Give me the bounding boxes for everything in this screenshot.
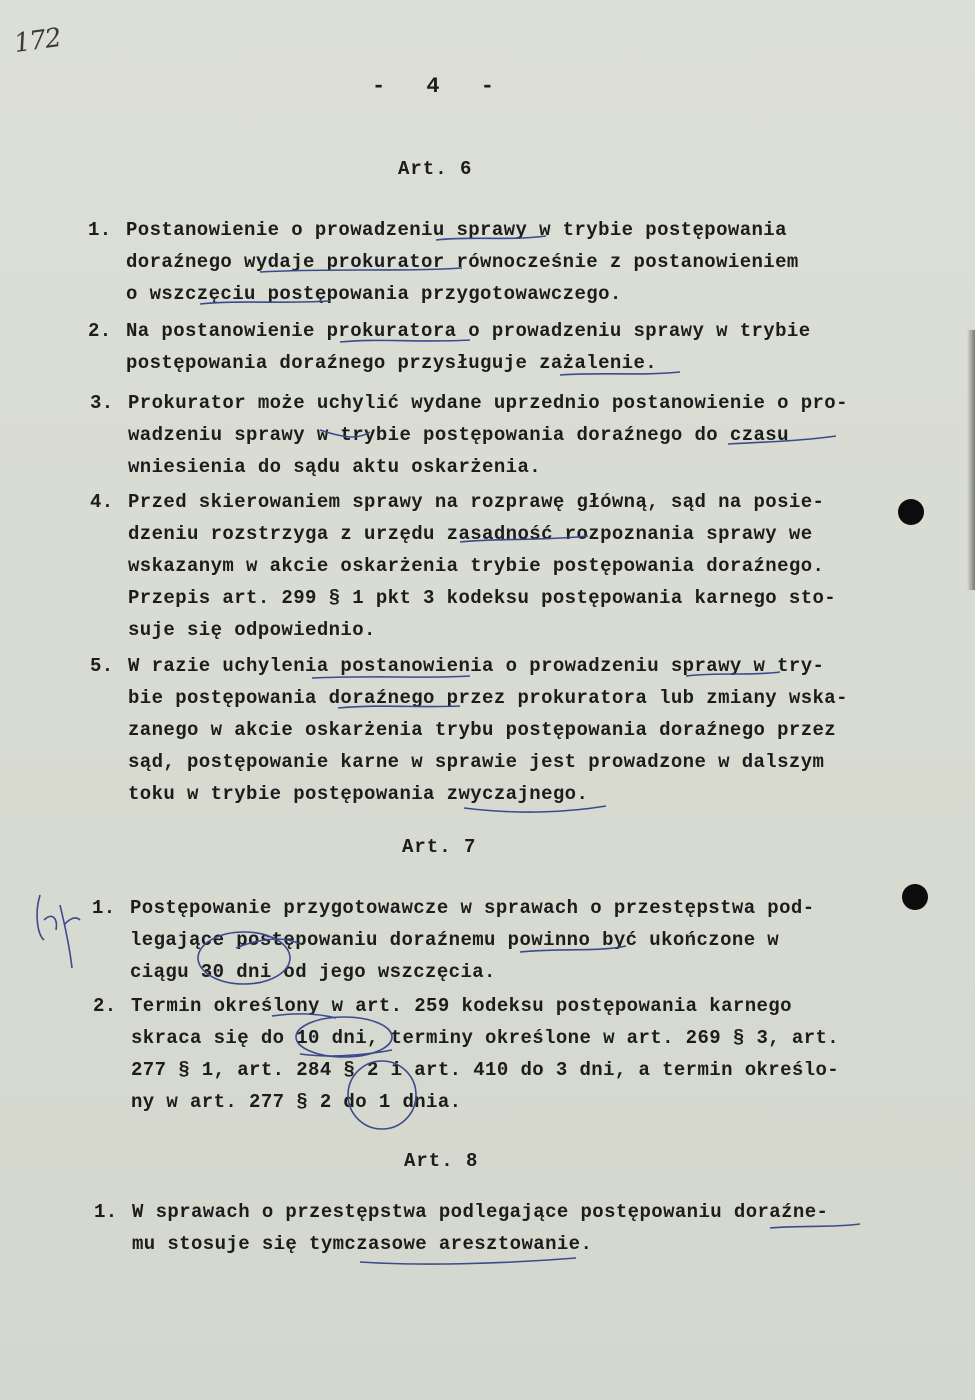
text-line: Postępowanie przygotowawcze w sprawach o przestępstwa pod-	[130, 897, 815, 919]
art8-paragraph-1	[94, 1196, 829, 1260]
article-7-heading: Art. 7	[402, 836, 477, 858]
punch-hole-icon	[902, 884, 928, 910]
paragraph-number: 3.	[90, 392, 114, 414]
page-edge-shadow	[967, 330, 975, 590]
text-line: Postanowienie o prowadzeniu sprawy w trybie postępowania	[126, 219, 787, 241]
page-number: - 4 -	[371, 74, 508, 99]
margin-initials-icon	[37, 895, 80, 968]
art6-paragraph-1	[88, 214, 799, 310]
text-line: Termin określony w art. 259 kodeksu postępowania karnego	[131, 995, 792, 1017]
text-line: W razie uchylenia postanowienia o prowadzeniu sprawy w try-	[128, 655, 825, 677]
paragraph-number: 4.	[90, 491, 114, 513]
art6-paragraph-2	[88, 315, 811, 379]
text-line: W sprawach o przestępstwa podlegające postępowaniu doraźne-	[132, 1201, 829, 1223]
text-line: toku w trybie postępowania zwyczajnego.	[128, 783, 589, 805]
text-line: Prokurator może uchylić wydane uprzednio postanowienie o pro-	[128, 392, 848, 414]
text-line: Na postanowienie prokuratora o prowadzeniu sprawy w trybie	[126, 320, 811, 342]
text-line: ny w art. 277 § 2 do 1 dnia.	[131, 1091, 462, 1113]
paragraph-number: 1.	[92, 897, 116, 919]
text-line: dzeniu rozstrzyga z urzędu zasadność rozpoznania sprawy we	[128, 523, 813, 545]
text-line: wskazanym w akcie oskarżenia trybie postępowania doraźnego.	[128, 555, 825, 577]
article-6-heading: Art. 6	[398, 158, 473, 180]
text-line: suje się odpowiednio.	[128, 619, 376, 641]
punch-hole-icon	[898, 499, 924, 525]
text-line: ciągu 30 dni od jego wszczęcia.	[130, 961, 496, 983]
text-line: zanego w akcie oskarżenia trybu postępowania doraźnego przez	[128, 719, 837, 741]
article-8-heading: Art. 8	[404, 1150, 479, 1172]
text-line: legające postępowaniu doraźnemu powinno być ukończone w	[130, 929, 780, 951]
text-line: 277 § 1, art. 284 § 2 i art. 410 do 3 dni, a termin określo-	[131, 1059, 840, 1081]
text-line: bie postępowania doraźnego przez prokuratora lub zmiany wska-	[128, 687, 848, 709]
text-line: skraca się do 10 dni, terminy określone w art. 269 § 3, art.	[131, 1027, 840, 1049]
paragraph-number: 2.	[93, 995, 117, 1017]
art7-paragraph-2	[93, 990, 840, 1118]
text-line: wadzeniu sprawy w trybie postępowania doraźnego do czasu	[128, 424, 789, 446]
text-line: wniesienia do sądu aktu oskarżenia.	[128, 456, 542, 478]
art6-paragraph-3	[90, 387, 848, 483]
paragraph-number: 1.	[94, 1201, 118, 1223]
art6-paragraph-5	[90, 650, 848, 810]
handwritten-page-number: 172	[12, 22, 63, 60]
text-line: doraźnego wydaje prokurator równocześnie z postanowieniem	[126, 251, 799, 273]
art6-paragraph-4	[90, 486, 837, 646]
paragraph-number: 5.	[90, 655, 114, 677]
text-line: Przed skierowaniem sprawy na rozprawę główną, sąd na posie-	[128, 491, 825, 513]
text-line: o wszczęciu postępowania przygotowawczego.	[126, 283, 622, 305]
art7-paragraph-1	[92, 892, 815, 988]
text-line: postępowania doraźnego przysługuje zażalenie.	[126, 352, 658, 374]
paragraph-number: 1.	[88, 219, 112, 241]
text-line: Przepis art. 299 § 1 pkt 3 kodeksu postępowania karnego sto-	[128, 587, 837, 609]
text-line: sąd, postępowanie karne w sprawie jest prowadzone w dalszym	[128, 751, 825, 773]
text-line: mu stosuje się tymczasowe aresztowanie.	[132, 1233, 593, 1255]
paragraph-number: 2.	[88, 320, 112, 342]
